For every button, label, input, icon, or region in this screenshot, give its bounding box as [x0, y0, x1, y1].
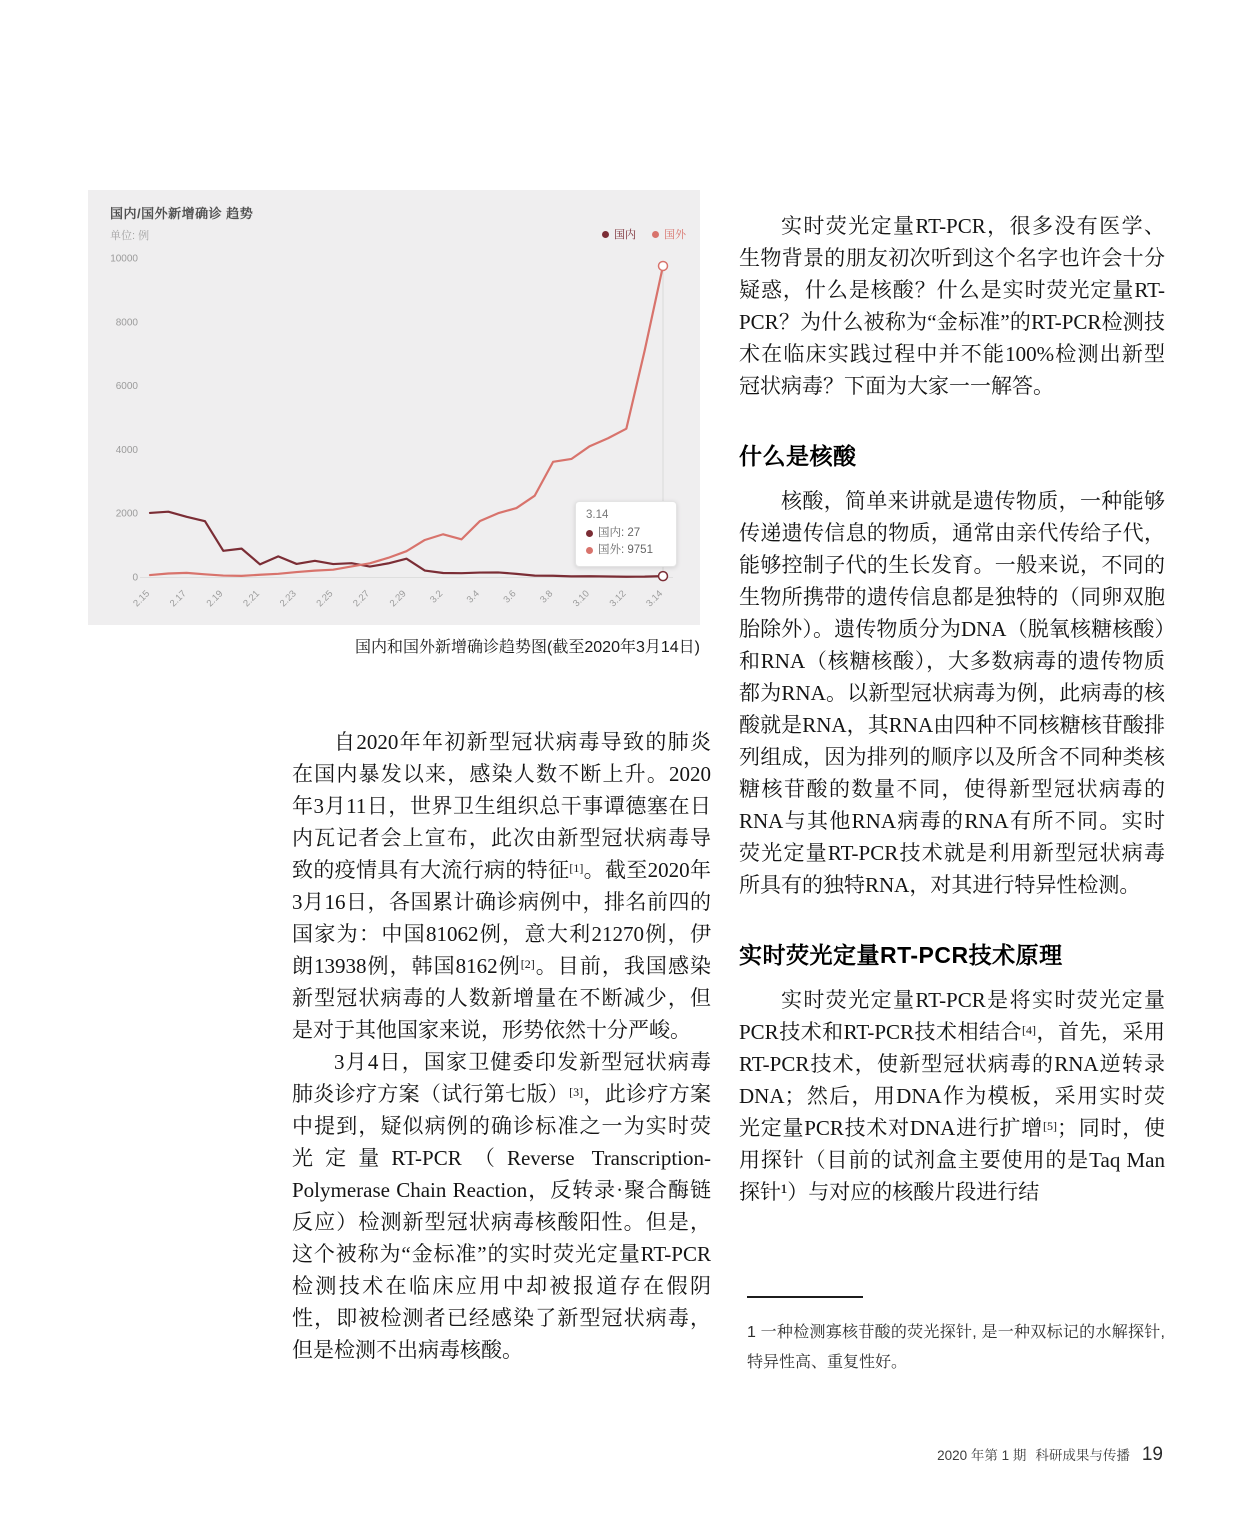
legend-label-foreign: 国外 — [664, 229, 686, 241]
legend-swatch-domestic-icon — [602, 231, 609, 238]
left-column — [292, 726, 711, 1366]
svg-text:10000: 10000 — [110, 253, 138, 265]
chart-unit-label: 单位: 例 — [110, 230, 150, 242]
tooltip-swatch-domestic-icon — [586, 530, 593, 537]
figure-chart — [88, 190, 700, 625]
chart-tooltip — [575, 501, 677, 567]
svg-text:3.10: 3.10 — [570, 588, 592, 610]
svg-text:2.15: 2.15 — [131, 588, 153, 610]
svg-text:2.25: 2.25 — [314, 588, 336, 610]
footnote-divider — [747, 1296, 863, 1298]
footnote — [739, 1296, 1165, 1378]
legend-item-foreign — [652, 226, 686, 242]
legend-item-domestic — [602, 226, 636, 242]
svg-text:0: 0 — [132, 572, 138, 584]
svg-text:2.17: 2.17 — [167, 588, 189, 610]
paragraph: 3月4日，国家卫健委印发新型冠状病毒肺炎诊疗方案（试行第七版）[3]，此诊疗方案中提到，疑似病例的确诊标准之一为实时荧光定量RT-PCR（Reverse Transcription-Polymerase Chain Reaction，反转录·聚合酶链反应）检测新型冠状病毒核酸阳性。但是，这个被称为“金标准”的实时荧光定量RT-PCR检测技术在临床应用中却被报道存在假阴性，即被检测者已经感染了新型冠状病毒，但是检测不出病毒核酸。 — [292, 1050, 712, 1362]
figure-caption: 国内和国外新增确诊趋势图(截至2020年3月14日) — [355, 639, 700, 656]
paragraph: 实时荧光定量RT-PCR是将实时荧光定量PCR技术和RT-PCR技术相结合[4]，首先，采用RT-PCR技术，使新型冠状病毒的RNA逆转录DNA；然后，用DNA作为模板，采用实时荧光定量PCR技术对DNA进行扩增[5]；同时，使用探针（目前的试剂盒主要使用的是Taq Man探针¹）与对应的核酸片段进行结 — [739, 988, 1166, 1204]
section-heading-rtpcr-principle: 实时荧光定量RT-PCR技术原理 — [739, 942, 1063, 968]
tooltip-row-foreign — [586, 542, 666, 559]
tooltip-value-domestic: 国内: 27 — [598, 527, 641, 539]
tooltip-swatch-foreign-icon — [586, 547, 593, 554]
svg-text:4000: 4000 — [115, 444, 138, 456]
svg-text:3.14: 3.14 — [644, 588, 666, 610]
tooltip-row-domestic — [586, 525, 666, 542]
svg-text:2.23: 2.23 — [277, 588, 299, 610]
svg-text:3.4: 3.4 — [464, 588, 482, 606]
chart-title: 国内/国外新增确诊 趋势 — [110, 206, 254, 221]
svg-text:2.27: 2.27 — [351, 588, 372, 610]
footnote-text: 1 一种检测寡核苷酸的荧光探针, 是一种双标记的水解探针,特异性高、重复性好。 — [747, 1324, 1165, 1371]
right-column — [739, 210, 1165, 1208]
svg-text:2.19: 2.19 — [204, 588, 226, 610]
intro-paragraph: 实时荧光定量RT-PCR，很多没有医学、生物背景的朋友初次听到这个名字也许会十分疑惑，什么是核酸？什么是实时荧光定量RT-PCR？为什么被称为“金标准”的RT-PCR检测技术在临床实践过程中并不能100%检测出新型冠状病毒？下面为大家一一解答。 — [739, 214, 1165, 398]
svg-text:3.2: 3.2 — [428, 588, 446, 606]
page-number: 19 — [1141, 1444, 1163, 1465]
svg-text:2.29: 2.29 — [387, 588, 409, 610]
legend-swatch-foreign-icon — [652, 231, 659, 238]
svg-text:3.12: 3.12 — [607, 588, 629, 610]
footer-journal: 科研成果与传播 — [1035, 1448, 1130, 1463]
svg-text:2.21: 2.21 — [241, 588, 263, 610]
paragraph: 核酸，简单来讲就是遗传物质，一种能够传递遗传信息的物质，通常由亲代传给子代，能够控制子代的生长发育。一般来说，不同的生物所携带的遗传信息都是独特的（同卵双胞胎除外）。遗传物质分为DNA（脱氧核糖核酸）和RNA（核糖核酸），大多数病毒的遗传物质都为RNA。以新型冠状病毒为例，此病毒的核酸就是RNA，其RNA由四种不同核糖核苷酸排列组成，因为排列的顺序以及所含不同种类核糖核苷酸的数量不同，使得新型冠状病毒的RNA与其他RNA病毒的RNA有所不同。实时荧光定量RT-PCR技术就是利用新型冠状病毒所具有的独特RNA，对其进行特异性检测。 — [739, 489, 1165, 897]
footer-issue: 2020 年第 1 期 — [937, 1448, 1027, 1463]
tooltip-date: 3.14 — [586, 509, 609, 521]
chart-legend — [602, 226, 686, 242]
paragraph: 自2020年年初新型冠状病毒导致的肺炎在国内暴发以来，感染人数不断上升。2020年3月11日，世界卫生组织总干事谭德塞在日内瓦记者会上宣布，此次由新型冠状病毒导致的疫情具有大流行病的特征[1]。截至2020年3月16日，各国累计确诊病例中，排名前四的国家为：中国81062例，意大利21270例，伊朗13938例，韩国8162例[2]。目前，我国感染新型冠状病毒的人数新增量在不断减少，但是对于其他国家来说，形势依然十分严峻。 — [292, 730, 712, 1042]
section-heading-what-is-nucleic-acid: 什么是核酸 — [739, 443, 857, 469]
legend-label-domestic: 国内 — [614, 229, 636, 241]
svg-text:8000: 8000 — [115, 317, 138, 329]
tooltip-value-foreign: 国外: 9751 — [598, 544, 653, 556]
svg-text:6000: 6000 — [115, 381, 138, 393]
svg-text:2000: 2000 — [115, 508, 138, 520]
page-footer — [937, 1444, 1163, 1466]
svg-text:3.6: 3.6 — [501, 588, 519, 606]
svg-text:3.8: 3.8 — [538, 588, 556, 606]
